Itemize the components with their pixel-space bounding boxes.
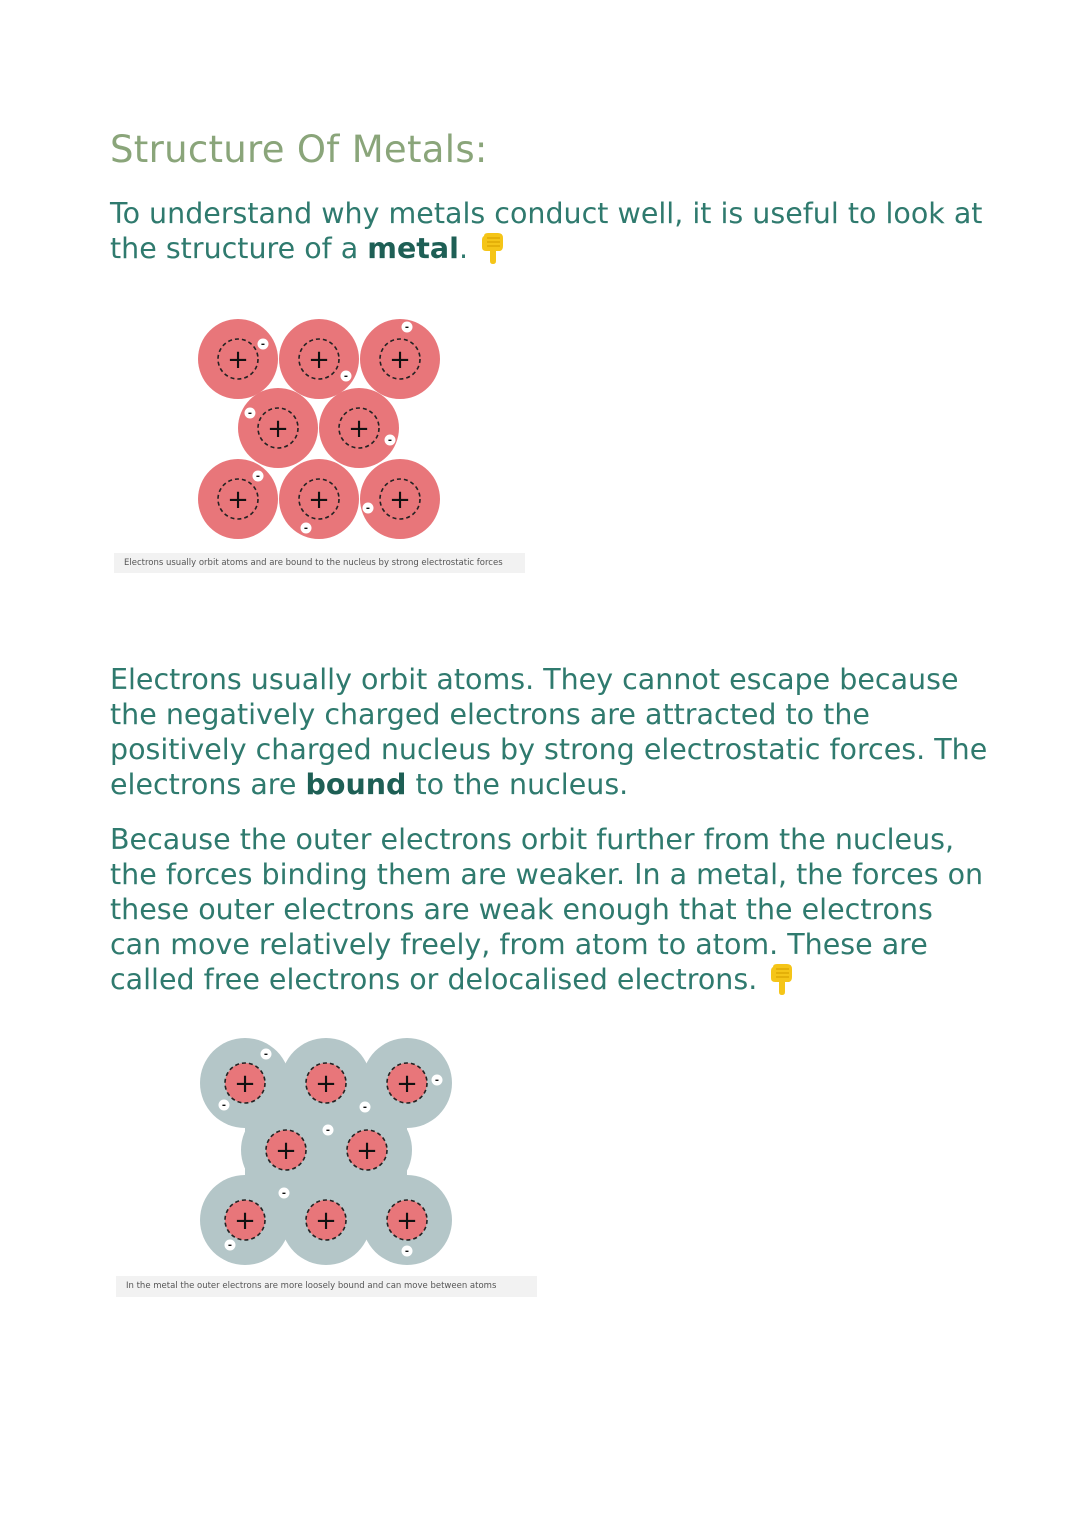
nucleus-plus-sign: + [389, 345, 411, 375]
nucleus-plus-sign: + [234, 1206, 256, 1236]
para1-text: Electrons usually orbit atoms. They cannot escape because the negatively charged electrons are attracted to the positively charged nucleus by strong electrostatic forces. The electrons are [110, 663, 988, 801]
nucleus-plus-sign: + [227, 485, 249, 515]
intro-paragraph [110, 196, 990, 266]
nucleus-plus-sign: + [308, 345, 330, 375]
electron-minus-sign: - [263, 1049, 269, 1061]
electron-minus-sign: - [325, 1125, 331, 1137]
electron-minus-sign: - [434, 1075, 440, 1087]
pointing-down-hand-icon [767, 963, 797, 995]
electron-minus-sign: - [343, 371, 349, 383]
intro-end: . [458, 232, 468, 265]
intro-bold-term: metal [367, 232, 459, 265]
para2-text: Because the outer electrons orbit further from the nucleus, the forces binding them are weaker. In a metal, the forces on these outer electrons are weak enough that the electrons can move relatively freely, from atom to atom. These are called free electrons or delocalised electrons. [110, 823, 984, 996]
nucleus-plus-sign: + [389, 485, 411, 515]
nucleus-plus-sign: + [275, 1136, 297, 1166]
electron-minus-sign: - [404, 1246, 410, 1258]
page-title: Structure Of Metals: [110, 128, 488, 171]
electron-minus-sign: - [227, 1240, 233, 1252]
nucleus-plus-sign: + [234, 1069, 256, 1099]
electron-minus-sign: - [365, 503, 371, 515]
electron-minus-sign: - [260, 339, 266, 351]
electron-minus-sign: - [221, 1100, 227, 1112]
para1-end: to the nucleus. [406, 768, 629, 801]
nucleus-plus-sign: + [396, 1069, 418, 1099]
electron-minus-sign: - [247, 408, 253, 420]
nucleus-plus-sign: + [348, 414, 370, 444]
nucleus-plus-sign: + [396, 1206, 418, 1236]
electron-minus-sign: - [303, 523, 309, 535]
nucleus-plus-sign: + [267, 414, 289, 444]
figure2-caption: In the metal the outer electrons are more loosely bound and can move between atoms [116, 1276, 537, 1297]
nucleus-plus-sign: + [227, 345, 249, 375]
figure1-caption: Electrons usually orbit atoms and are bound to the nucleus by strong electrostatic forces [114, 553, 525, 573]
intro-text: To understand why metals conduct well, it is useful to look at the structure of a [110, 197, 983, 265]
pointing-down-hand-icon [478, 232, 508, 264]
nucleus-plus-sign: + [315, 1206, 337, 1236]
nucleus-plus-sign: + [356, 1136, 378, 1166]
free-electrons-diagram [200, 1035, 455, 1267]
para1-bold-term: bound [305, 768, 407, 801]
bound-electrons-diagram [195, 316, 450, 548]
electron-minus-sign: - [255, 471, 261, 483]
bound-electrons-paragraph [110, 662, 990, 802]
electron-minus-sign: - [387, 435, 393, 447]
electron-minus-sign: - [404, 322, 410, 334]
nucleus-plus-sign: + [308, 485, 330, 515]
nucleus-plus-sign: + [315, 1069, 337, 1099]
electron-minus-sign: - [281, 1188, 287, 1200]
electron-minus-sign: - [362, 1102, 368, 1114]
free-electrons-paragraph [110, 822, 990, 997]
